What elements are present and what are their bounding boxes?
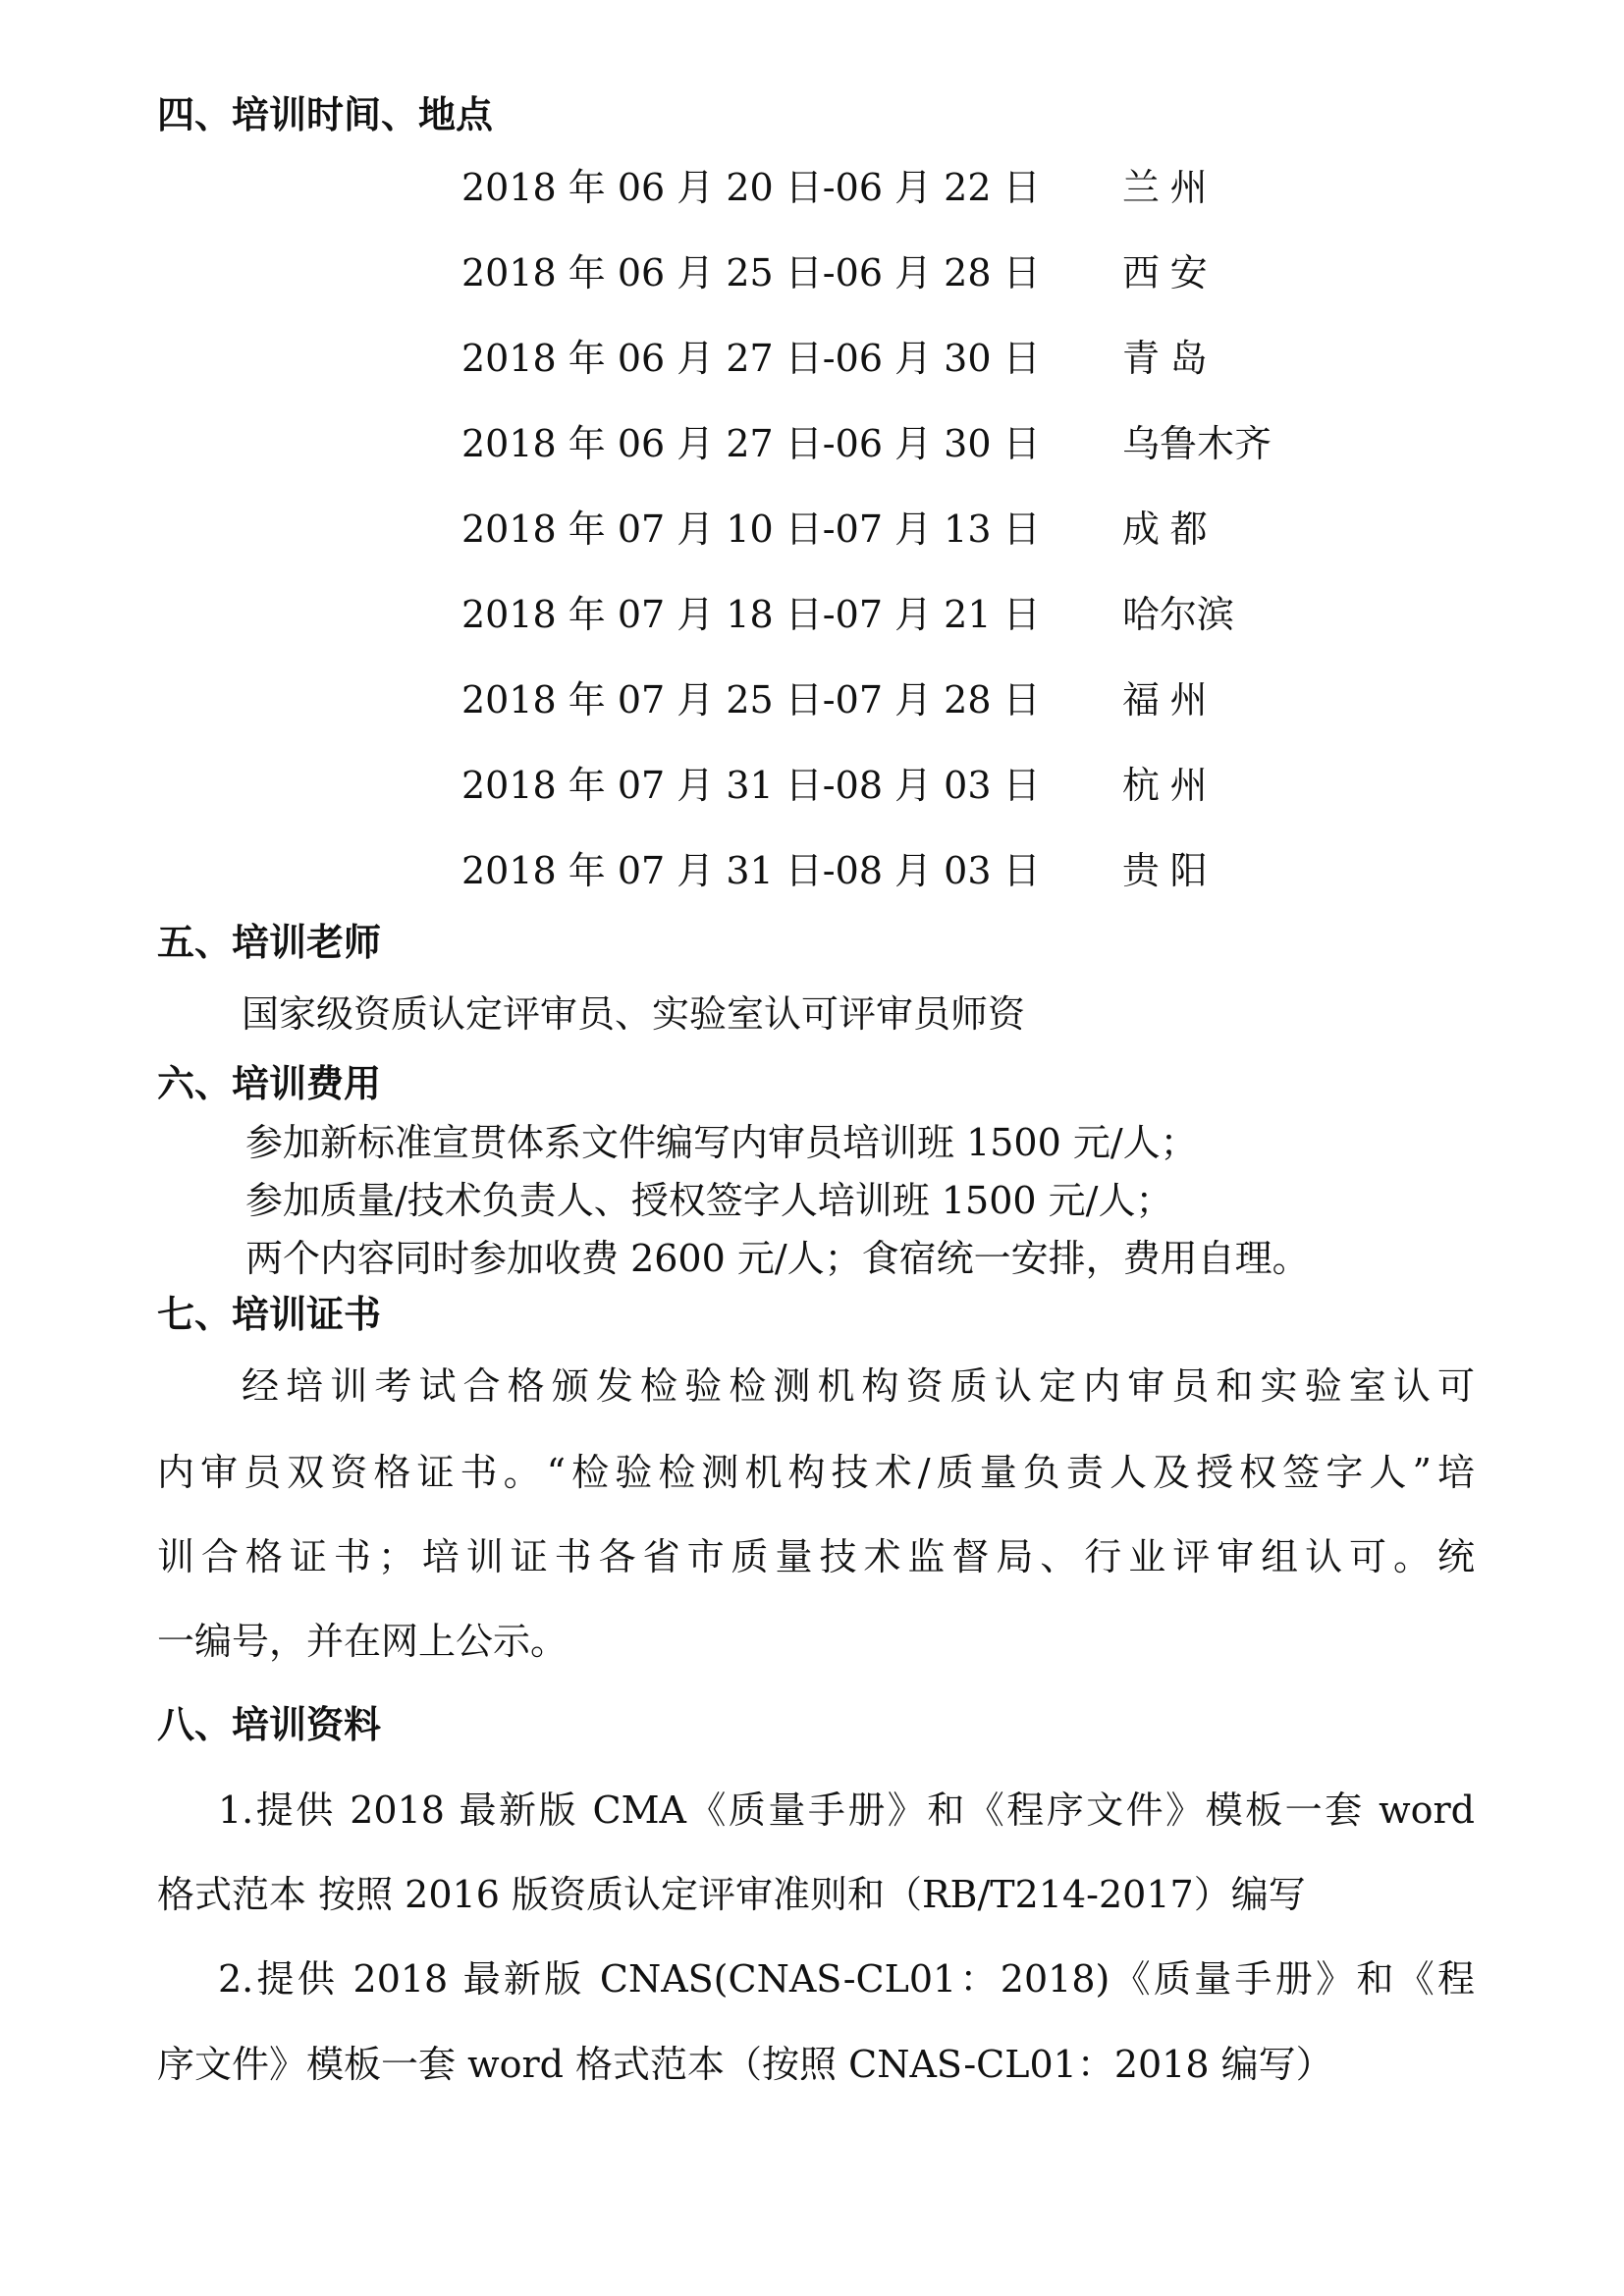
schedule-location: 成都	[1122, 507, 1218, 551]
section-heading-materials: 八、培训资料	[157, 1703, 382, 1746]
schedule-location: 福州	[1122, 678, 1218, 721]
schedule-location: 杭州	[1122, 764, 1218, 807]
materials-item-line: 格式范本 按照 2016 版资质认定评审准则和（RB/T214-2017）编写	[157, 1873, 1306, 1916]
schedule-date: 2018 年 07 月 31 日-08 月 03 日	[461, 849, 1041, 892]
schedule-date: 2018 年 07 月 10 日-07 月 13 日	[461, 507, 1041, 551]
fee-line: 参加质量/技术负责人、授权签字人培训班 1500 元/人；	[245, 1179, 1173, 1222]
schedule-location: 哈尔滨	[1122, 593, 1235, 636]
materials-item-line: 1.提供 2018 最新版 CMA《质量手册》和《程序文件》模板一套 word	[218, 1789, 1475, 1832]
certificate-text-line: 一编号，并在网上公示。	[157, 1620, 568, 1663]
schedule-date: 2018 年 06 月 27 日-06 月 30 日	[461, 337, 1041, 380]
schedule-location: 乌鲁木齐	[1122, 422, 1272, 465]
section-heading-teachers: 五、培训老师	[157, 921, 382, 964]
schedule-location: 西安	[1122, 251, 1218, 294]
certificate-text-line: 经培训考试合格颁发检验检测机构资质认定内审员和实验室认可	[242, 1364, 1475, 1408]
schedule-date: 2018 年 06 月 20 日-06 月 22 日	[461, 166, 1041, 209]
certificate-text-line: 训合格证书；培训证书各省市质量技术监督局、行业评审组认可。统	[157, 1535, 1475, 1578]
schedule-date: 2018 年 07 月 25 日-07 月 28 日	[461, 678, 1041, 721]
schedule-date: 2018 年 07 月 18 日-07 月 21 日	[461, 593, 1041, 636]
teachers-text: 国家级资质认定评审员、实验室认可评审员师资	[242, 992, 1026, 1036]
materials-item-line: 序文件》模板一套 word 格式范本（按照 CNAS-CL01：2018 编写）	[157, 2043, 1333, 2086]
section-heading-fees: 六、培训费用	[157, 1062, 382, 1105]
schedule-date: 2018 年 07 月 31 日-08 月 03 日	[461, 764, 1041, 807]
section-heading-certificate: 七、培训证书	[157, 1293, 382, 1336]
schedule-date: 2018 年 06 月 25 日-06 月 28 日	[461, 251, 1041, 294]
schedule-location: 兰州	[1122, 166, 1218, 209]
materials-item-line: 2.提供 2018 最新版 CNAS(CNAS-CL01：2018)《质量手册》和《程	[218, 1957, 1475, 2001]
fee-line: 参加新标准宣贯体系文件编写内审员培训班 1500 元/人；	[245, 1121, 1198, 1164]
schedule-location: 贵阳	[1122, 849, 1218, 892]
section-heading-schedule: 四、培训时间、地点	[157, 93, 494, 136]
fee-line: 两个内容同时参加收费 2600 元/人；食宿统一安排，费用自理。	[245, 1237, 1310, 1280]
schedule-location: 青岛	[1122, 337, 1218, 380]
certificate-text-line: 内审员双资格证书。“检验检测机构技术/质量负责人及授权签字人”培	[157, 1451, 1475, 1494]
schedule-date: 2018 年 06 月 27 日-06 月 30 日	[461, 422, 1041, 465]
